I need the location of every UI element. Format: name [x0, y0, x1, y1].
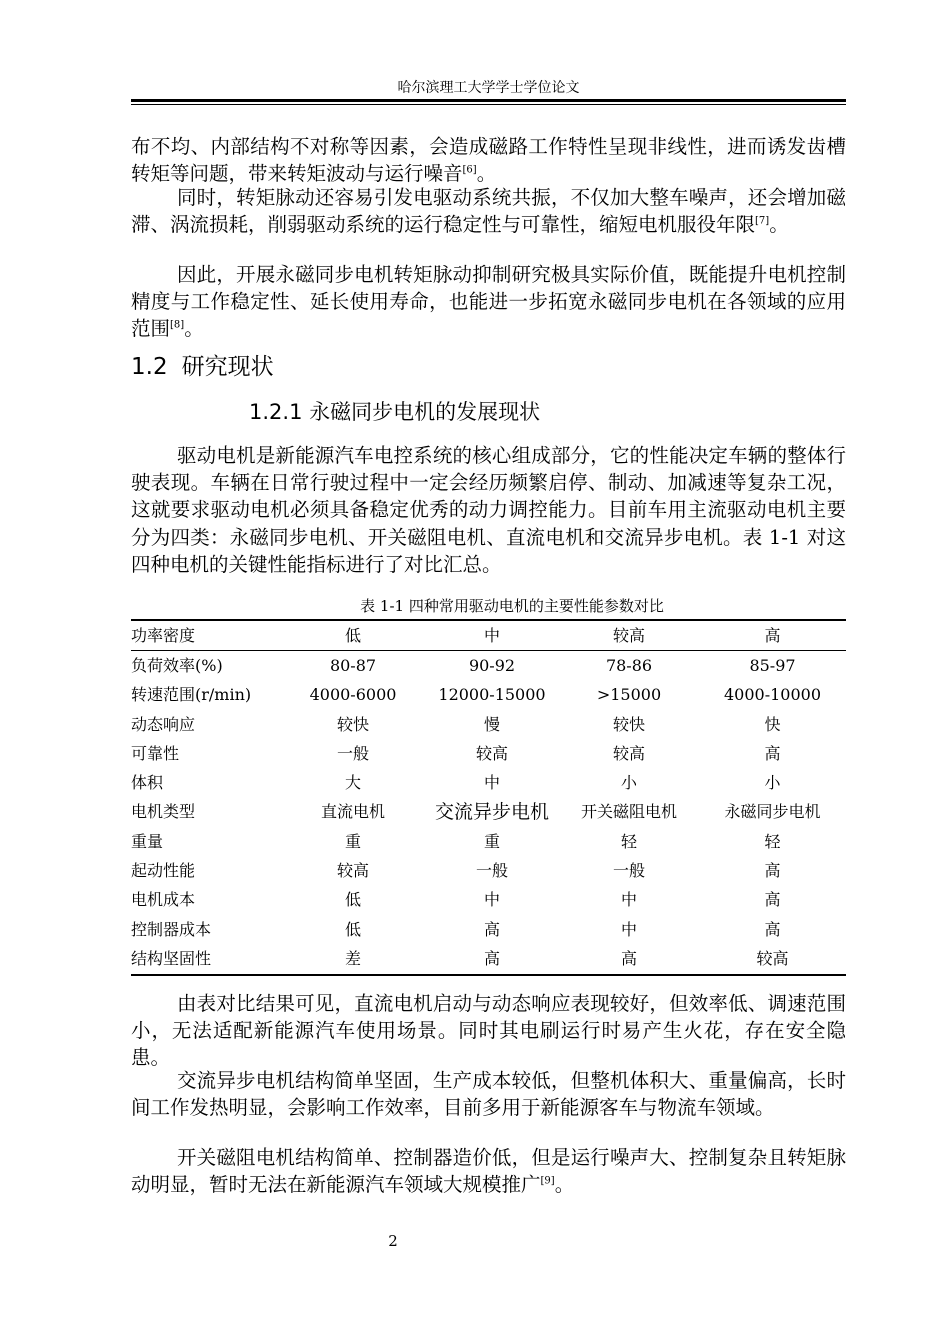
citation: [7]	[755, 215, 770, 227]
table-row-label: 可靠性	[131, 743, 180, 763]
table-cell: 12000-15000	[438, 685, 546, 705]
table-cell: 一般	[612, 861, 645, 881]
table-row	[131, 651, 846, 681]
table-cell: 交流异步电机	[434, 801, 549, 824]
paragraph-end: 。	[769, 213, 789, 237]
paragraph-text: 由表对比结果可见，直流电机启动与动态响应表现较好，但效率低、调速范围小，无法适配新能源汽车使用场景。同时其电刷运行时易产生火花，存在安全隐患。	[131, 992, 846, 1070]
table-cell: 大	[344, 773, 361, 793]
table-cell: 中	[620, 890, 637, 910]
table-row	[131, 681, 846, 710]
table-row-label: 负荷效率(%)	[131, 655, 223, 675]
table-cell: 较快	[336, 714, 369, 734]
table-row	[131, 827, 846, 856]
table-cell: 较高	[756, 948, 789, 968]
table-cell: 较高	[475, 743, 508, 763]
table-row	[131, 620, 846, 651]
table-row-label: 电机成本	[131, 890, 196, 910]
table-cell: 重	[483, 831, 500, 851]
paragraph-end: 。	[476, 162, 497, 186]
header-rule-thick	[131, 99, 846, 102]
table-row	[131, 944, 846, 974]
table-cell: 高	[764, 919, 781, 939]
table-cell: 小	[620, 773, 637, 793]
table-row	[131, 915, 846, 944]
table-cell: 高	[764, 861, 781, 881]
table-cell: 一般	[336, 743, 369, 763]
table-cell: 差	[344, 948, 361, 968]
table-cell: 80-87	[329, 655, 377, 675]
page-number: 2	[388, 1232, 398, 1250]
table-row-label: 电机类型	[131, 802, 196, 822]
table-cell: 高	[764, 890, 781, 910]
table-cell: 85-97	[749, 655, 796, 675]
table-cell: 90-92	[468, 655, 516, 675]
table-cell: 78-86	[605, 655, 653, 675]
table-cell: 较高	[612, 743, 645, 763]
table-cell: 中	[483, 890, 500, 910]
citation: [9]	[540, 1175, 555, 1187]
table-cell: 低	[344, 890, 361, 910]
table-row-label: 控制器成本	[131, 919, 212, 939]
table-cell: 较高	[559, 620, 699, 651]
table-cell: 小	[764, 773, 781, 793]
section-heading	[131, 350, 274, 384]
header-rule-thin	[131, 104, 846, 105]
table-row-label: 起动性能	[131, 861, 196, 881]
paragraph-dc-motor	[131, 990, 846, 1072]
table-row-label: 重量	[131, 831, 164, 851]
table-cell: 一般	[475, 861, 508, 881]
citation: [6]	[462, 164, 477, 176]
paragraph-continued	[131, 133, 846, 187]
table-cell: 中	[620, 919, 637, 939]
paragraph-text: 同时，转矩脉动还容易引发电驱动系统共振，不仅加大整车噪声，还会增加磁滞、涡流损耗，削弱驱动系统的运行稳定性与可靠性，缩短电机服役年限	[131, 186, 846, 237]
paragraph-intro: 驱动电机是新能源汽车电控系统的核心组成部分，它的性能决定车辆的整体行驶表现。车辆在日常行驶过程中一定会经历频繁启停、制动、加减速等复杂工况，这就要求驱动电机必须具备稳定优秀的动力调控能力。目前车用主流驱动电机主要分为四类：永磁同步电机、开关磁阻电机、直流电机和交流异步电机。表 1-1 对这四种电机的关键性能指标进行了对比汇总。	[131, 444, 846, 576]
paragraph-induction-motor	[131, 1067, 846, 1121]
table-cell: >15000	[596, 685, 662, 705]
table-cell: 高	[699, 620, 846, 651]
paragraph-text: 开关磁阻电机结构简单、控制器造价低，但是运行噪声大、控制复杂且转矩脉动明显，暂时无法在新能源汽车领域大规模推广	[131, 1146, 846, 1197]
table-cell: 低	[281, 620, 425, 651]
table-cell: 4000-6000	[309, 685, 397, 705]
table-row	[131, 886, 846, 915]
paragraph-text: 布不均、内部结构不对称等因素，会造成磁路工作特性呈现非线性，进而诱发齿槽转矩等问题，带来转矩波动与运行噪音	[131, 135, 846, 186]
table-row	[131, 798, 846, 827]
paragraph-significance	[131, 261, 846, 343]
table-cell: 较快	[612, 714, 645, 734]
table-cell: 慢	[483, 714, 500, 734]
table-row	[131, 710, 846, 739]
table-row-label: 动态响应	[131, 714, 196, 734]
paragraph-srm	[131, 1144, 846, 1198]
paragraph-text: 因此，开展永磁同步电机转矩脉动抑制研究极具实际价值，既能提升电机控制精度与工作稳定性、延长使用寿命，也能进一步拓宽永磁同步电机在各领域的应用范围	[131, 263, 846, 341]
paragraph-end: 。	[184, 317, 204, 341]
table-row-label: 转速范围(r/min)	[131, 685, 252, 705]
section-title: 研究现状	[181, 354, 274, 380]
section-number: 1.2	[131, 354, 168, 380]
table-row-label: 体积	[131, 773, 164, 793]
table-cell: 高	[620, 948, 637, 968]
table-row-label: 功率密度	[131, 620, 281, 651]
table-cell: 中	[483, 773, 500, 793]
table-cell: 高	[483, 948, 500, 968]
table-cell: 较高	[336, 861, 369, 881]
running-header: 哈尔滨理工大学学士学位论文	[397, 80, 580, 96]
table-row	[131, 768, 846, 797]
table-row-label: 结构坚固性	[131, 948, 212, 968]
table-cell: 中	[425, 620, 559, 651]
paragraph-resonance	[131, 184, 846, 238]
table-caption: 表 1-1 四种常用驱动电机的主要性能参数对比	[360, 597, 664, 615]
table-cell: 轻	[764, 831, 781, 851]
table-cell: 开关磁阻电机	[580, 802, 677, 822]
table-cell: 永磁同步电机	[724, 802, 821, 822]
paragraph-text: 交流异步电机结构简单坚固，生产成本较低，但整机体积大、重量偏高，长时间工作发热明显，会影响工作效率，目前多用于新能源客车与物流车领域。	[131, 1069, 846, 1120]
table-row	[131, 856, 846, 885]
table-cell: 高	[483, 919, 500, 939]
table-cell: 重	[344, 831, 361, 851]
table-cell: 4000-10000	[723, 685, 822, 705]
comparison-table	[131, 619, 846, 976]
table-cell: 低	[344, 919, 361, 939]
table-row	[131, 739, 846, 768]
paragraph-end: 。	[554, 1173, 575, 1197]
table-cell: 高	[764, 743, 781, 763]
table-cell: 轻	[620, 831, 637, 851]
table-cell: 快	[764, 714, 781, 734]
table-cell: 直流电机	[320, 802, 385, 822]
citation: [8]	[170, 319, 185, 331]
subsection-heading: 1.2.1 永磁同步电机的发展现状	[249, 400, 541, 424]
